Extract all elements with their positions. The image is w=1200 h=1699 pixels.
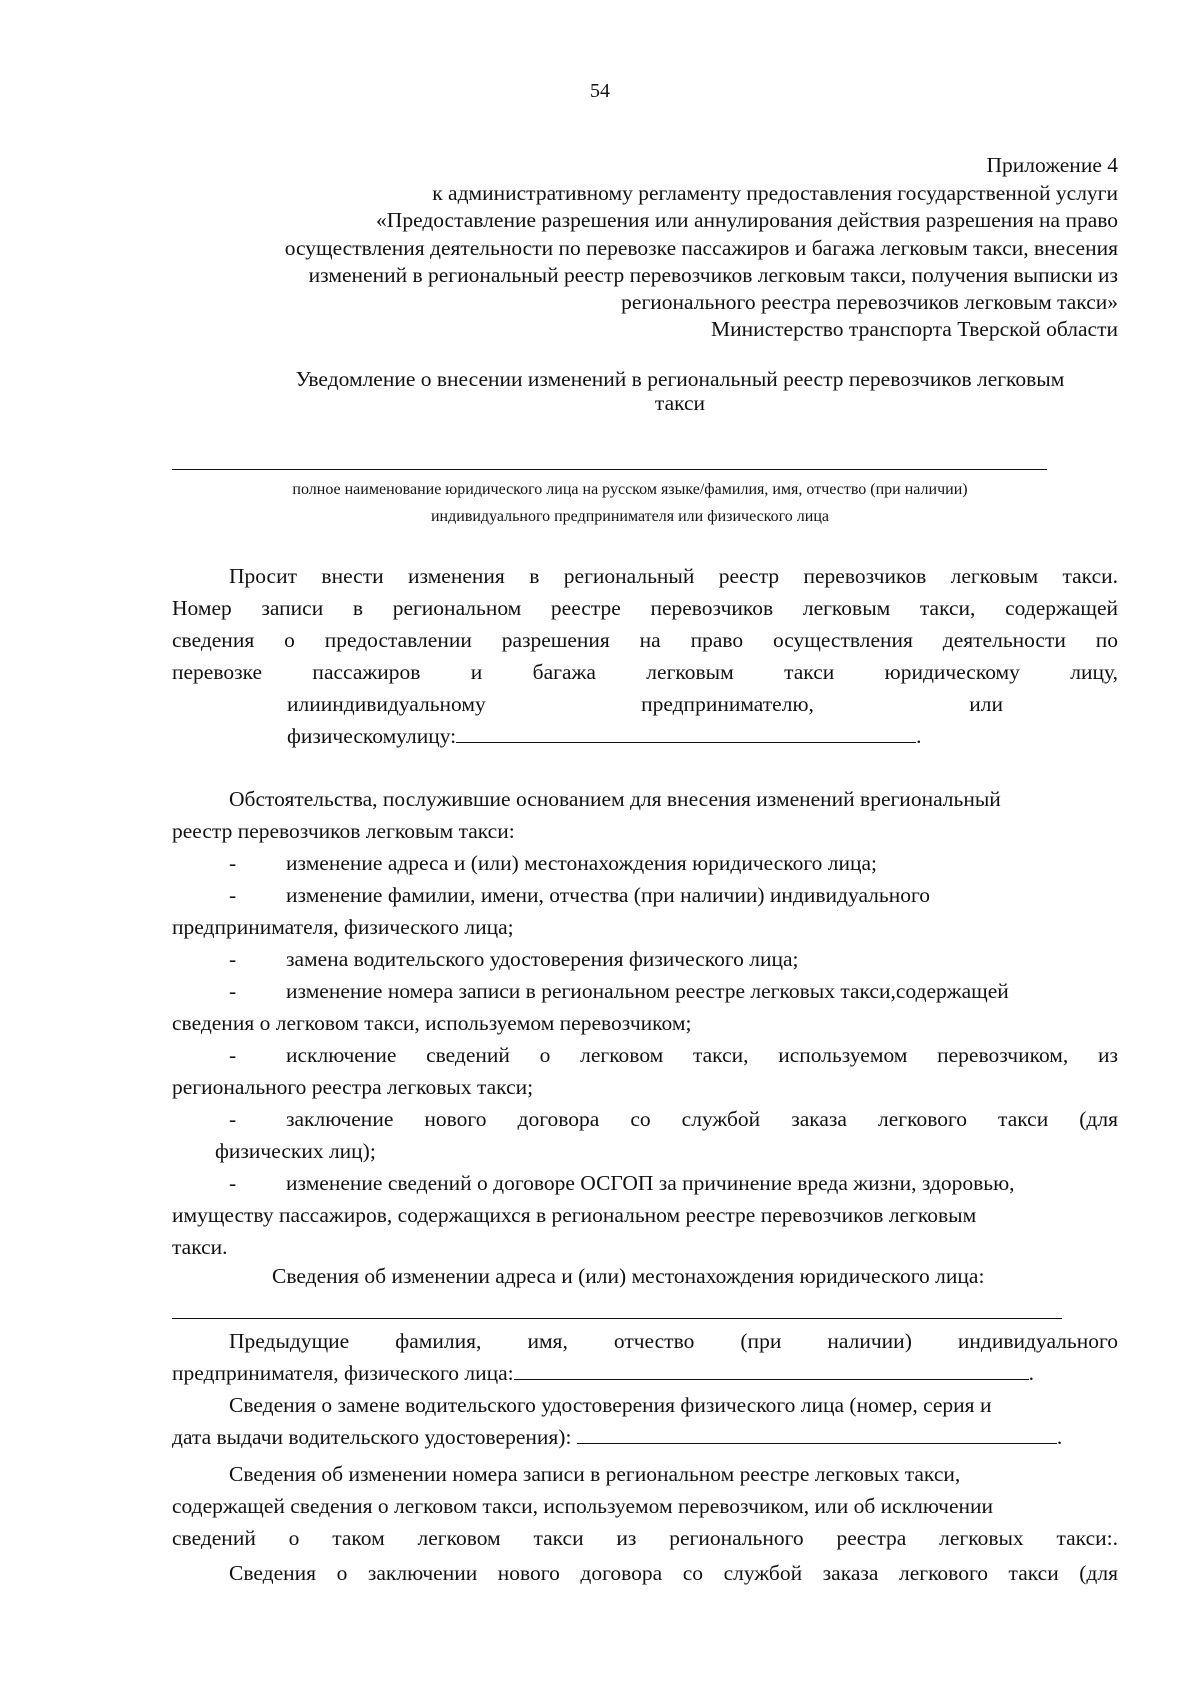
- record-change-line: содержащей сведения о легковом такси, используемом перевозчиком, или об исключении: [172, 1494, 993, 1518]
- document-title: [200, 367, 1160, 415]
- title-line: такси: [654, 391, 706, 415]
- annex-title: Приложение 4: [986, 153, 1118, 177]
- list-item: - заключение нового договора со службой заказа легкового такси (для: [172, 1103, 1118, 1135]
- circumstances-intro: Обстоятельства, послужившие основанием для внесения изменений врегиональный: [229, 787, 1001, 811]
- license-change-line: дата выдачи водительского удостоверения): .: [172, 1425, 1063, 1449]
- name-caption: [170, 476, 1090, 530]
- request-end-dot: .: [916, 724, 922, 748]
- address-change-block: [172, 1260, 1118, 1292]
- list-item-continuation: сведения о легковом такси, используемом перевозчиком;: [172, 1011, 692, 1035]
- previous-name-fill-line[interactable]: [514, 1359, 1029, 1380]
- record-change-line: сведений о таком легковом такси из регионального реестра легковых такси:.: [172, 1526, 1118, 1550]
- dash-marker: -: [229, 979, 237, 1003]
- request-line: перевозке пассажиров и багажа легковым такси юридическому лицу,: [172, 660, 1118, 684]
- dash-marker: -: [229, 1043, 237, 1067]
- annex-line: «Предоставление разрешения или аннулирования действия разрешения на право: [376, 208, 1118, 233]
- list-item-continuation: имуществу пассажиров, содержащихся в региональном реестре перевозчиков легковым: [172, 1203, 977, 1227]
- dash-marker: -: [229, 883, 237, 907]
- dash-marker: -: [229, 851, 237, 875]
- request-line: сведения о предоставлении разрешения на право осуществления деятельности по: [172, 628, 1118, 652]
- record-change-block: [172, 1458, 1118, 1554]
- annex-line: к административному регламенту предоставления государственной услуги: [432, 181, 1118, 206]
- list-item-continuation: регионального реестра легковых такси;: [172, 1075, 534, 1099]
- list-item-continuation: физических лиц);: [215, 1139, 376, 1163]
- record-change-line: Сведения об изменении номера записи в региональном реестре легковых такси,: [229, 1462, 961, 1486]
- request-last-text: физическомулицу:: [287, 724, 457, 748]
- list-item: - исключение сведений о легковом такси, используемом перевозчиком, из: [172, 1039, 1118, 1071]
- request-line: Просит внести изменения в региональный реестр перевозчиков легковым такси.: [229, 564, 1118, 588]
- annex-header: [150, 152, 1118, 343]
- previous-name-line: предпринимателя, физического лица: .: [172, 1361, 1034, 1385]
- name-fill-line[interactable]: [172, 469, 1047, 470]
- contract-change-block: [172, 1557, 1118, 1589]
- list-item: - замена водительского удостоверения физического лица;: [172, 943, 1118, 975]
- annex-line: Министерство транспорта Тверской области: [710, 317, 1118, 342]
- license-change-line: Сведения о замене водительского удостоверения физического лица (номер, серия и: [229, 1393, 992, 1417]
- contract-change-line: Сведения о заключении нового договора со службой заказа легкового такси (для: [229, 1561, 1118, 1585]
- caption-line: полное наименование юридического лица на русском языке/фамилия, имя, отчество (при наличии): [292, 481, 968, 498]
- dash-marker: -: [229, 1107, 237, 1131]
- request-line: илииндивидуальному предпринимателю, или: [287, 692, 1003, 716]
- address-fill-line[interactable]: [172, 1318, 1062, 1319]
- list-item: - изменение фамилии, имени, отчества (при наличии) индивидуального: [172, 879, 1118, 911]
- request-last-line: [287, 720, 1118, 752]
- request-line: Номер записи в региональном реестре перевозчиков легковым такси, содержащей: [172, 596, 1118, 620]
- page-number: 54: [590, 80, 610, 102]
- list-item: - изменение сведений о договоре ОСГОП за причинение вреда жизни, здоровью,: [172, 1167, 1118, 1199]
- circumstances-intro: реестр перевозчиков легковым такси:: [172, 819, 515, 843]
- dash-marker: -: [229, 947, 237, 971]
- license-fill-line[interactable]: [577, 1423, 1057, 1444]
- annex-line: регионального реестра перевозчиков легковым такси»: [621, 290, 1118, 315]
- request-paragraph: [172, 560, 1118, 752]
- address-change-label: Сведения об изменении адреса и (или) местонахождения юридического лица:: [272, 1264, 985, 1288]
- title-line: Уведомление о внесении изменений в региональный реестр перевозчиков легковым: [295, 367, 1065, 391]
- license-change-block: [172, 1389, 1118, 1453]
- dash-marker: -: [229, 1171, 237, 1195]
- list-item: - изменение адреса и (или) местонахождения юридического лица;: [172, 847, 1118, 879]
- list-item: - изменение номера записи в региональном реестре легковых такси,содержащей: [172, 975, 1118, 1007]
- annex-line: изменений в региональный реестр перевозчиков легковым такси, получения выписки из: [308, 262, 1118, 287]
- annex-line: осуществления деятельности по перевозке пассажиров и багажа легковым такси, внесения: [284, 235, 1118, 260]
- previous-name-block: [172, 1325, 1118, 1389]
- record-number-fill-line[interactable]: [456, 722, 916, 743]
- circumstances-block: [172, 783, 1118, 1263]
- previous-name-line: Предыдущие фамилия, имя, отчество (при наличии) индивидуального: [229, 1329, 1118, 1353]
- caption-line: индивидуального предпринимателя или физического лица: [430, 508, 829, 525]
- list-item-continuation: предпринимателя, физического лица;: [172, 915, 514, 939]
- list-item-continuation: такси.: [172, 1235, 228, 1259]
